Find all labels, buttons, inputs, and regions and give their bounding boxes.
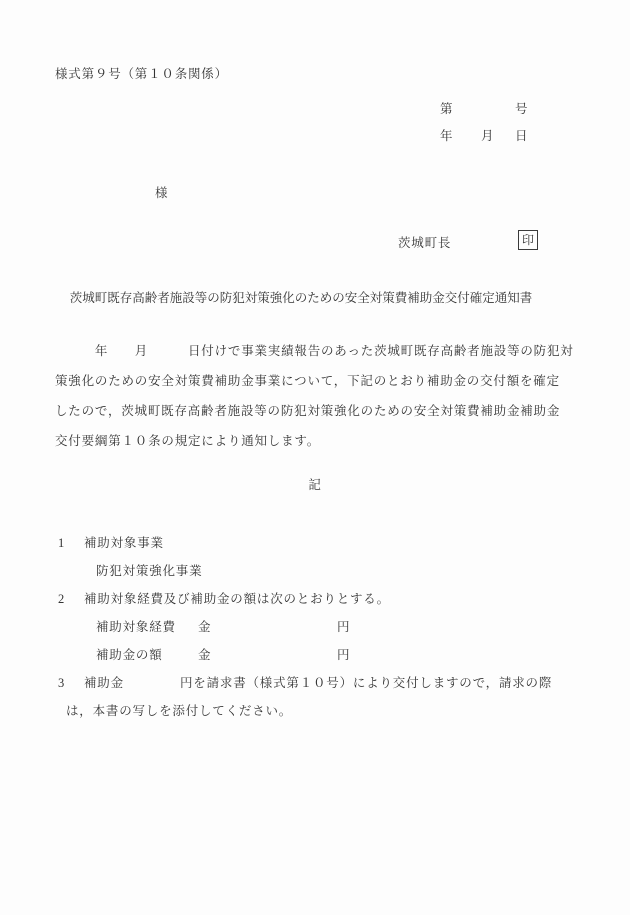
- doc-number-prefix: 第: [440, 102, 454, 116]
- record-marker: 記: [308, 478, 322, 492]
- item-1-value: 防犯対策強化事業: [96, 564, 203, 578]
- addressee-honorific: 様: [155, 186, 169, 200]
- body-line-2: 策強化のための安全対策費補助金事業について，下記のとおり補助金の交付額を確定: [55, 374, 560, 388]
- item-2-heading: 補助対象経費及び補助金の額は次のとおりとする。: [84, 592, 390, 606]
- body-line-4: 交付要綱第１０条の規定により通知します。: [55, 434, 321, 448]
- expense-amount-suffix: 円: [337, 620, 351, 634]
- body-line-1: 年 月 日付けで事業実績報告のあった茨城町既存高齢者施設等の防犯対: [55, 344, 574, 358]
- date-month-label: 月: [481, 129, 495, 143]
- document-title: 茨城町既存高齢者施設等の防犯対策強化のための安全対策費補助金交付確定通知書: [69, 291, 533, 305]
- date-day-label: 日: [515, 129, 529, 143]
- date-year-label: 年: [440, 129, 454, 143]
- seal-stamp-box: 印: [518, 230, 538, 250]
- expense-row-label: 補助対象経費: [96, 620, 176, 634]
- item-1-number: 1: [58, 536, 66, 550]
- item-3-text: 円を請求書（様式第１０号）により交付しますので，請求の際: [180, 676, 553, 690]
- item-3-number: 3: [58, 676, 66, 690]
- item-3-lead: 補助金: [84, 676, 124, 690]
- item-3-text-continued: は，本書の写しを添付してください。: [66, 704, 293, 718]
- subsidy-row-label: 補助金の額: [96, 648, 163, 662]
- sender-title: 茨城町長: [398, 236, 452, 250]
- doc-number-suffix: 号: [515, 102, 529, 116]
- body-line-3: したので，茨城町既存高齢者施設等の防犯対策強化のための安全対策費補助金補助金: [55, 404, 561, 418]
- subsidy-amount-suffix: 円: [337, 648, 351, 662]
- form-number: 様式第９号（第１０条関係）: [55, 67, 228, 81]
- item-2-number: 2: [58, 592, 66, 606]
- subsidy-amount-prefix: 金: [198, 648, 212, 662]
- expense-amount-prefix: 金: [198, 620, 212, 634]
- item-1-heading: 補助対象事業: [84, 536, 164, 550]
